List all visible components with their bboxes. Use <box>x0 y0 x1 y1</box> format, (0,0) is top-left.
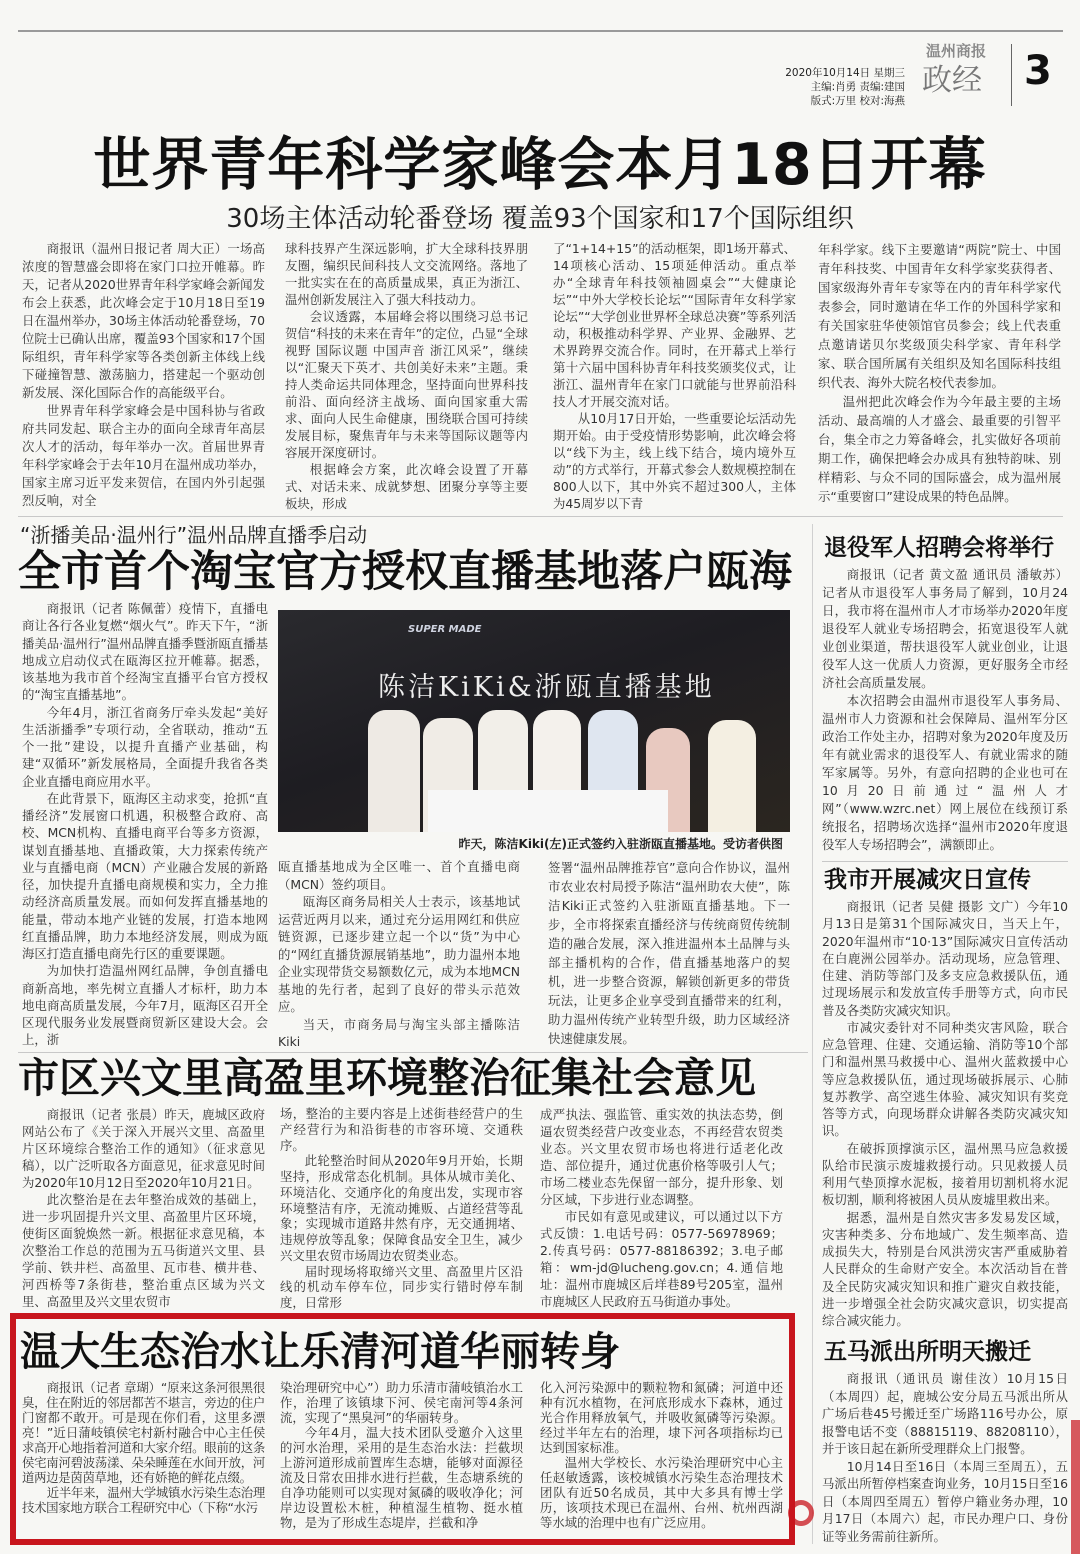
article3-col1 <box>22 1106 265 1310</box>
paragraph: 今年4月，温大技术团队受邀介入这里的河水治理，采用的是生态治水法：拦截坝上游河道形成前置库生态塘，能够对面源径流及日常农田排水进行拦截，生态塘系统的自净功能则可以实现对氮磷的吸收净化；河岸边设置松木桩，种植湿生植物、挺水植物，是为了形成生态堤岸，拦截和净 <box>280 1425 523 1530</box>
paragraph: 了“1+14+15”的活动框架，即1场开幕式、14项核心活动、15项延伸活动。重点举办“全球青年科技领袖圆桌会”“大健康论坛”“中外大学校长论坛”“国际青年女科学家论坛”“大学创业世界杯全球总决赛”等系列活动，积极推动科学界、产业界、金融界、艺术界跨界交流合作。同时，在开幕式上举行第十六届中国科协青年科技奖颁奖仪式，让浙江、温州青年在家门口就能与世界前沿科技人才开展交流对话。 <box>553 241 796 409</box>
article1-subheadline: 30场主体活动轮番登场 覆盖93个国家和17个国际组织 <box>226 204 854 234</box>
paragraph: 当天，市商务局与淘宝头部主播陈洁Kiki <box>278 1016 520 1049</box>
article3-col2 <box>280 1106 523 1310</box>
article2-col1 <box>22 600 268 1048</box>
page-number: 3 <box>1024 48 1052 94</box>
disaster-body <box>822 898 1068 1334</box>
section-name: 政经 <box>922 63 982 98</box>
paragraph: 瓯海区商务局相关人士表示，该基地试运营近两月以来，通过充分运用网红和供应链资源，已逐步建立起一个以“货”为中心的“网红直播货源展销基地”，助力温州本地企业实现带货交易额数亿元，成为本地MCN基地的先行者，起到了良好的带头示范效应。 <box>278 894 520 1014</box>
sidebar-divider <box>812 524 813 1544</box>
article4-col2 <box>280 1380 523 1530</box>
paragraph: 温州大学校长、水污染治理研究中心主任赵敏透露，该校城镇水污染生态治理技术团队有近50名成员，其中大多具有博士学历，该项技术现已在温州、台州、杭州西湖等水域的治理中也有广泛应用。 <box>540 1455 783 1530</box>
layout-proof: 版式:万里 校对:海燕 <box>810 95 905 107</box>
paragraph: 10月14日至16日（本周三至周五），五马派出所暂停档案查询业务，10月15日至16日（本周四至周五）暂停户籍业务办理，10月17日（本周六）起，市民办理户口、身份证等业务需前往新所。 <box>822 1458 1068 1544</box>
signing-photo <box>278 610 790 832</box>
photo-logo: SUPER MADE <box>408 624 482 635</box>
article1-col3 <box>553 240 796 512</box>
paragraph: 商报讯（通讯员 谢佳汝）10月15日（本周四）起，鹿城公安分局五马派出所从广场后巷45号搬迁至广场路116号办公，原报警电话不变（88815119、88208110），并于该日起在新所受理群众上门报警。 <box>822 1371 1068 1456</box>
photo-caption: 昨天，陈洁Kiki(左)正式签约入驻浙瓯直播基地。受访者供图 <box>458 837 783 851</box>
article1-col2 <box>285 240 528 512</box>
article4-headline: 温大生态治水让乐清河道华丽转身 <box>20 1329 620 1375</box>
paragraph: 商报讯（温州日报记者 周大正）一场高浓度的智慧盛会即将在家门口拉开帷幕。昨天，记者从2020世界青年科学家峰会新闻发布会上获悉，此次峰会定于10月18日至19日在温州举办，30场主体活动轮番登场，70位院士已确认出席，覆盖93个国家和17个国际组织，青年科学家等各类创新主体线上线下碰撞智慧、激荡脑力，搭建起一个驱动创新发展、深化国际合作的高能级平台。 <box>22 241 265 400</box>
paragraph: 此轮整治时间从2020年9月开始，长期坚持，形成常态化机制。具体从城市美化、环境洁化、交通序化的角度出发，实现市容环境整洁有序，无流动摊贩、占道经营等乱象；实现城市道路井然有序，无交通拥堵、违规停放等乱象；保障食品安全卫生，减少兴文里农贸市场周边农贸类业态。 <box>280 1153 523 1263</box>
veterans-body <box>822 566 1068 856</box>
sidebar-rule <box>822 861 1068 862</box>
paragraph: 商报讯（记者 吴健 摄影 文广）今年10月13日是第31个国际减灾日，当天上午，2020年温州市“10·13”国际减灾日宣传活动在白鹿洲公园举办。活动现场，应急管理、住建、消防等部门及多支应急救援队伍，通过现场展示和发放宣传手册等方式，向市民普及各类防灾减灾知识。 <box>822 899 1068 1018</box>
paragraph: 本次招聘会由温州市退役军人事务局、温州市人力资源和社会保障局、温州军分区政治工作处主办，招聘对象为2020年度及历年有就业需求的退役军人、有就业需求的随军家属等。另外，有意向招聘的企业也可在10月20日前通过“温州人才网”（www.wzrc.net）网上展位在线预订系统报名，招聘场次选择“温州市2020年度退役军人专场招聘会”，满额即止。 <box>822 693 1068 852</box>
paragraph: 从10月17日开始，一些重要论坛活动先期开始。由于受疫情形势影响，此次峰会将以“线下为主，线上线下结合，境内境外互动”的方式举行，开幕式参会人数规模控制在800人以下，其中外宾不超过300人，主体为45周岁以下青 <box>553 411 796 511</box>
paragraph: 在此背景下，瓯海区主动求变，抢抓“直播经济”发展窗口机遇，积极整合政府、高校、MCN机构、直播电商平台等多方资源，谋划直播基地、直播政策，大力探索传统产业与直播电商（MCN）产业融合发展的新路径，加快提升直播电商规模和实力，全力推动经济高质量发展。而如何发挥直播基地的能量，带动本地产业链的发展，打造本地网红直播品牌，助力本地经济发展，则成为瓯海区打造直播电商先行区的重要课题。 <box>22 790 268 961</box>
police-body <box>822 1370 1068 1546</box>
paragraph: 场，整治的主要内容是上述街巷经营户的生产经营行为和沿街巷的市容环境、交通秩序。 <box>280 1106 523 1153</box>
paragraph: 届时现场将取缔兴文里、高盈里片区沿线的机动车停车位，同步实行错时停车制度，日常形 <box>280 1263 523 1310</box>
watermark-stamp <box>788 1500 814 1526</box>
issue-date: 2020年10月14日 星期三 <box>785 67 905 79</box>
top-rule <box>18 30 1063 32</box>
paragraph: 年科学家。线下主要邀请“两院”院士、中国青年科技奖、中国青年女科学家奖获得者、国家级海外青年专家等在内的青年科学家代表参会，同时邀请在华工作的外国科学家和有关国家驻华使领馆官员参会；线上代表重点邀请诺贝尔奖级顶尖科学家、青年科学家、联合国所属有关组织及知名国际科技组织代表、海外大院名校代表参加。 <box>818 242 1061 390</box>
article1-col4 <box>818 240 1061 512</box>
photo-banner: 陈洁KiKi&浙瓯直播基地 <box>378 672 715 703</box>
article3-headline: 市区兴文里高盈里环境整治征集社会意见 <box>18 1054 756 1102</box>
paragraph: 在破拆顶撑演示区，温州黑马应急救援队给市民演示废墟救援行动。只见救援人员利用气垫顶撑水泥板，接着用切割机将水泥板切割，顺利将被困人员从废墟里救出来。 <box>822 1140 1068 1208</box>
paragraph: 据悉，温州是自然灾害多发易发区域，灾害种类多、分布地域广、发生频率高、造成损失大，特别是台风洪涝灾害严重威胁着人民群众的生命财产安全。本次活动旨在普及全民防灾减灾知识和推广避灾自救技能，进一步增强全社会防灾减灾意识，切实提高综合减灾能力。 <box>822 1209 1068 1328</box>
paragraph: 为加快打造温州网红品牌，争创直播电商新高地，率先树立直播人才标杆，助力本地电商高质量发展，今年7月，瓯海区召开全区现代服务业发展暨商贸新区建设大会。会上，浙 <box>22 963 268 1048</box>
article4-col3 <box>540 1380 783 1530</box>
paragraph: 温州把此次峰会作为今年最主要的主场活动、最高端的人才盛会、最重要的引智平台，集全市之力筹备峰会，扎实做好各项前期工作，确保把峰会办成具有独特韵味、别样精彩、与众不同的国际盛会，成为温州展示“重要窗口”建设成果的特色品牌。 <box>818 394 1061 504</box>
paragraph: 商报讯（记者 陈佩蕾）疫情下，直播电商让各行各业复燃“烟火气”。昨天下午，“浙播美品·温州行”温州品牌直播季暨浙瓯直播基地成立启动仪式在瓯海区拉开帷幕。据悉，该基地为我市首个经淘宝直播平台官方授权的“淘宝直播基地”。 <box>22 601 268 703</box>
header-divider <box>1011 44 1012 106</box>
veterans-headline: 退役军人招聘会将举行 <box>824 535 1054 561</box>
paragraph: 商报讯（记者 章瑚）“原来这条河很黑很臭，住在附近的邻居都苦不堪言，旁边的住户门窗都不敢开。可是现在你们看，这里多漂亮！”近日蒲岐镇侯宅村新村融合中心主任侯求高开心地指着河道和大家介绍。眼前的这条侯宅南河碧波荡漾、朵朵睡莲在水间开放，河道两边是茵茵草地，还有娇艳的鲜花点缀。 <box>22 1380 265 1485</box>
paragraph: 商报讯（记者 黄文盈 通讯员 潘敏苏）记者从市退役军人事务局了解到，10月24日，我市将在温州市人才市场举办2020年度退役军人就业专场招聘会，拓宽退役军人就业创业渠道，帮扶退役军人就业创业，让退役军人这一优质人力资源，更好服务全市经济社会高质量发展。 <box>822 567 1068 690</box>
paragraph: 市民如有意见或建议，可以通过以下方式反馈：1.电话号码：0577-56978969；2.传真号码：0577-88186392；3.电子邮箱：wm-jd@lucheng.gov.cn；4.通信地址：温州市鹿城区后垟巷89号205室，温州市鹿城区人民政府五马街道办事处。 <box>540 1209 783 1309</box>
section-divider <box>18 516 1063 517</box>
page-meta <box>730 66 905 108</box>
paragraph: 商报讯（记者 张晨）昨天，鹿城区政府网站公布了《关于深入开展兴文里、高盈里片区环境综合整治工作的通知》（征求意见稿），以广泛听取各方面意见，征求意见时间为2020年10月12日至2020年10月21日。 <box>22 1107 265 1190</box>
disaster-headline: 我市开展减灾日宣传 <box>824 867 1031 893</box>
paragraph: 市减灾委针对不同种类灾害风险，联合应急管理、住建、交通运输、消防等10个部门和温州黑马救援中心、温州火蓝救援中心等应急救援队伍，通过现场破拆展示、心肺复苏教学、高空逃生体验、减灾知识有奖竞答等方式，向现场群众讲解各类防灾减灾知识。 <box>822 1019 1068 1139</box>
paper-name: 温州商报 <box>926 42 987 60</box>
paragraph: 成严执法、强监管、重实效的执法态势，倒逼农贸类经营户改变业态，不再经营农贸类业态。兴文里农贸市场也将进行适老化改造、部位提升，通过优惠价格等吸引人气；市场二楼业态先保留一部分，提升形象、划分区域，下步进行业态调整。 <box>540 1107 783 1207</box>
photo-signing-table <box>428 790 668 832</box>
paragraph: 此次整治是在去年整治成效的基础上，进一步巩固提升兴文里、高盈里片区环境，使街区面貌焕然一新。根据征求意见稿，本次整治工作总的范围为五马街道兴文里、县学前、铁井栏、高盈里、瓦市巷、横井巷、河西桥等7条街巷，整治重点区域为兴文里、高盈里及兴文里农贸市 <box>22 1192 265 1309</box>
article2-col2 <box>278 858 520 1050</box>
paragraph: 近半年来，温州大学城镇水污染生态治理技术国家地方联合工程研究中心（下称“水污 <box>22 1485 265 1515</box>
article3-col3 <box>540 1106 783 1310</box>
article4-col1 <box>22 1380 265 1530</box>
paragraph: 今年4月，浙江省商务厅牵头发起“美好生活浙播季”专项行动，全省联动，推动“五个一批”建设，以提升直播产业基础，构建“双循环”新发展格局，全面提升我省各类企业直播电商应用水平。 <box>22 704 268 789</box>
paragraph: 球科技界产生深远影响，扩大全球科技界朋友圈，编织民间科技人文交流网络。落地了一批实实在在的高质量成果，真正为浙江、温州创新发展注入了强大科技动力。 <box>285 241 528 307</box>
article2-col3 <box>548 858 790 1050</box>
article2-kicker: “浙播美品·温州行”温州品牌直播季启动 <box>20 523 368 547</box>
paragraph: 根据峰会方案，此次峰会设置了开幕式、对话未来、成就梦想、团聚分享等主要板块，形成 <box>285 462 528 511</box>
section-divider <box>18 1052 808 1053</box>
paragraph: 签署“温州品牌推荐官”意向合作协议，温州市农业农村局授予陈洁“温州助农大使”，陈洁Kiki正式签约入驻浙瓯直播基地。下一步，全市将探索直播经济与传统商贸传统制造的融合发展，深入推进温州本土品牌与头部主播机构的合作，借直播基地落户的契机，进一步整合资源，解锁创新更多的带货玩法，让更多企业享受到直播带来的红利，助力温州传统产业转型升级，助力区域经济快速健康发展。 <box>548 860 790 1046</box>
editors: 主编:肖勇 责编:建国 <box>810 81 905 93</box>
paragraph: 瓯直播基地成为全区唯一、首个直播电商（MCN）签约项目。 <box>278 859 520 892</box>
article1-col1 <box>22 240 265 512</box>
paragraph: 化入河污染源中的颗粒物和氮磷；河道中还种有沉水植物，在河底形成水下森林，通过光合作用释放氧气，并吸收氮磷等污染源。经过半年左右的治理，埭下河各项指标均已达到国家标准。 <box>540 1380 783 1455</box>
paragraph: 世界青年科学家峰会是中国科协与省政府共同发起、联合主办的面向全球青年高层次人才的活动，每年举办一次。首届世界青年科学家峰会于去年10月在温州成功举办，国家主席习近平发来贺信，在国内外引起强烈反响，对全 <box>22 403 265 508</box>
police-headline: 五马派出所明天搬迁 <box>824 1339 1031 1365</box>
paragraph: 会议透露，本届峰会将以围绕习总书记贺信“科技的未来在青年”的定位，凸显“全球视野 国际议题 中国声音 浙江风采”，继续以“汇聚天下英才、共创美好未来”主题。秉持人类命运共同体理念，坚持面向世界科技前沿、面向经济主战场、面向国家重大需求、面向人民生命健康，围绕联合国可持续发展目标，聚焦青年与未来等国际议题等内容展开深度研讨。 <box>285 309 528 460</box>
article2-headline: 全市首个淘宝官方授权直播基地落户瓯海 <box>18 547 792 597</box>
watermark-bar <box>1071 1420 1080 1554</box>
article1-headline: 世界青年科学家峰会本月18日开幕 <box>93 132 987 198</box>
paragraph: 染治理研究中心”）助力乐清市蒲岐镇治水工作，治理了该镇埭下河、侯宅南河等4条河流，实现了“黑臭河”的华丽转身。 <box>280 1380 523 1425</box>
